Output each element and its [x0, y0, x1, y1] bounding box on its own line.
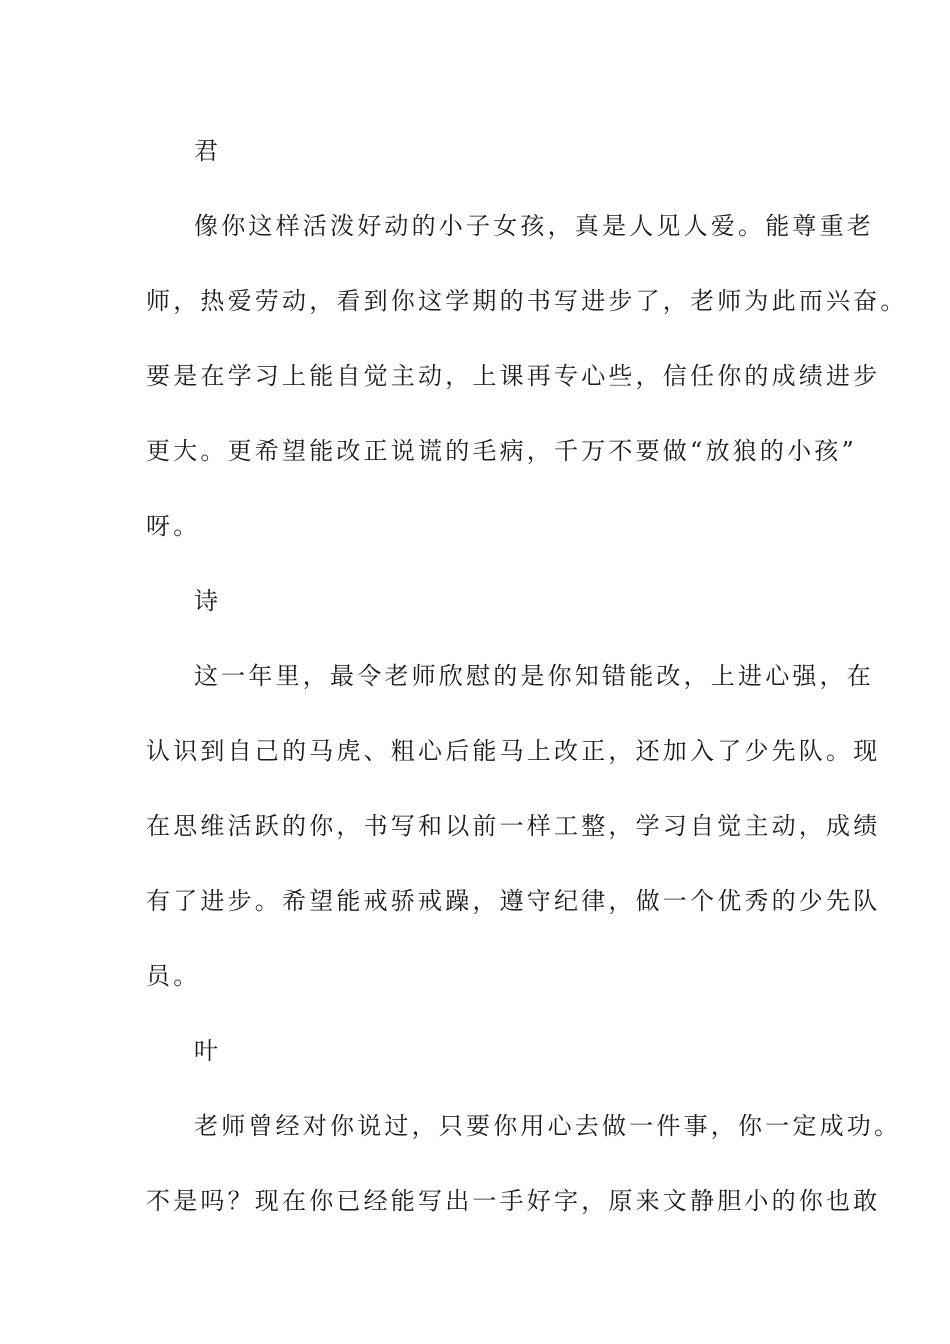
paragraph-line: 要是在学习上能自觉主动，上课再专心些，信任你的成绩进步: [146, 362, 881, 390]
paragraph-line: 呀。: [146, 512, 201, 540]
paragraph-line: 员。: [146, 962, 201, 990]
paragraph-line: 老师曾经对你说过，只要你用心去做一件事，你一定成功。: [194, 1112, 902, 1140]
paragraph-line: 师，热爱劳动，看到你这学期的书写进步了，老师为此而兴奋。: [146, 287, 908, 315]
paragraph-line: 更大。更希望能改正说谎的毛病，千万不要做“放狼的小孩”: [146, 437, 857, 465]
paragraph-line: 有了进步。希望能戒骄戒躁，遵守纪律，做一个优秀的少先队: [146, 887, 881, 915]
name-heading-shi: 诗: [194, 587, 222, 615]
name-heading-ye: 叶: [194, 1037, 222, 1065]
paragraph-line: 不是吗？现在你已经能写出一手好字，原来文静胆小的你也敢: [146, 1187, 881, 1215]
paragraph-line: 认识到自己的马虎、粗心后能马上改正，还加入了少先队。现: [146, 737, 881, 765]
paragraph-line: 像你这样活泼好动的小子女孩，真是人见人爱。能尊重老: [194, 212, 874, 240]
paragraph-line: 在思维活跃的你，书写和以前一样工整，学习自觉主动，成绩: [146, 812, 881, 840]
paragraph-line: 这一年里，最令老师欣慰的是你知错能改，上进心强，在: [194, 662, 874, 690]
name-heading-jun: 君: [194, 137, 222, 165]
